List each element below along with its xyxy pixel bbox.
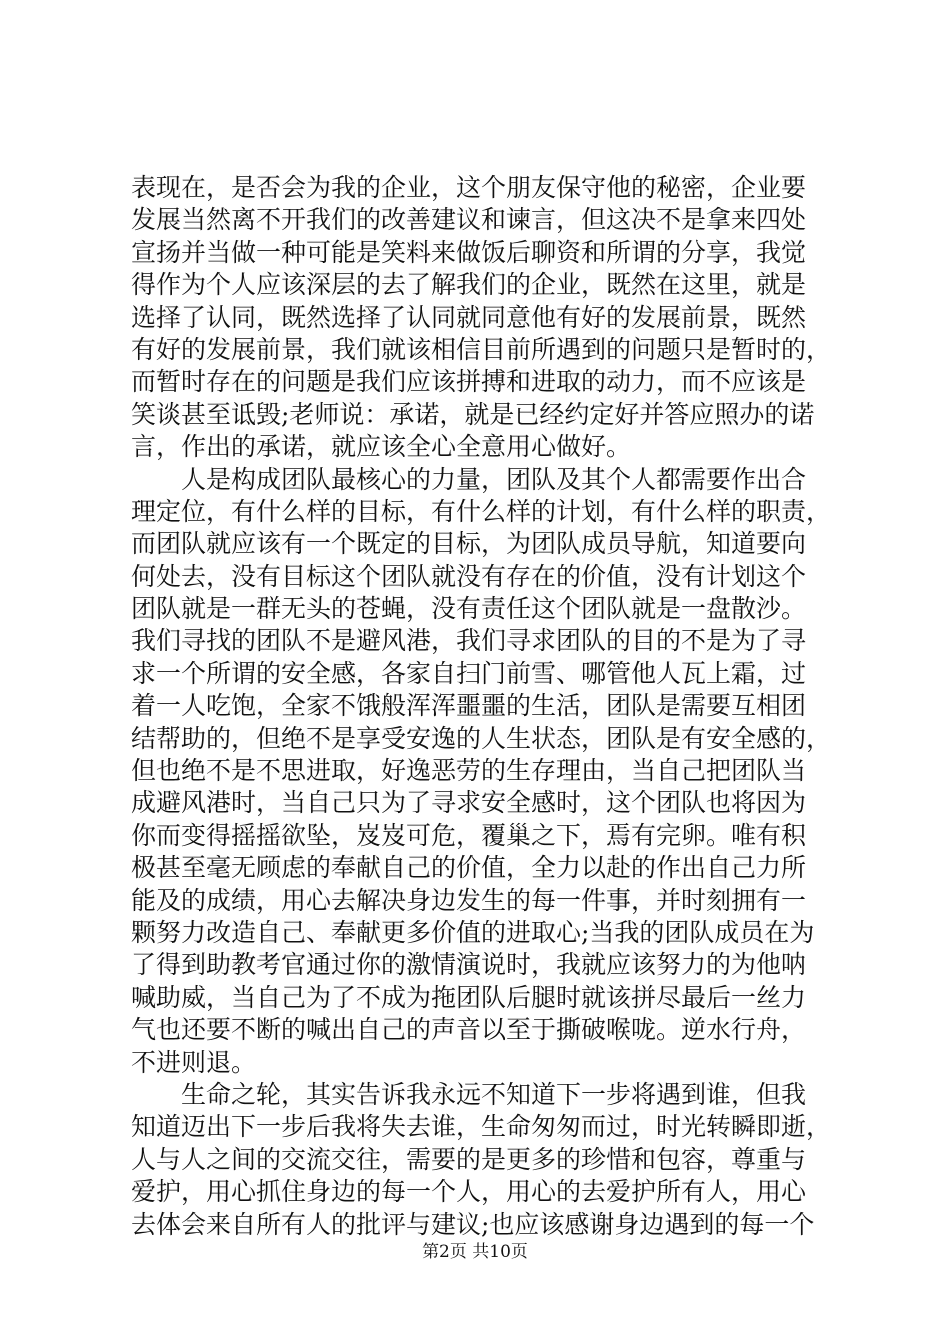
text-line: 得作为个人应该深层的去了解我们的企业，既然在这里，就是 — [131, 270, 807, 300]
text-line: 何处去，没有目标这个团队就没有存在的价值，没有计划这个 — [131, 561, 807, 591]
text-line: 理定位，有什么样的目标，有什么样的计划，有什么样的职责， — [131, 496, 832, 526]
text-line: 生命之轮，其实告诉我永远不知道下一步将遇到谁，但我 — [131, 1079, 807, 1109]
text-line: 我们寻找的团队不是避风港，我们寻求团队的目的不是为了寻 — [131, 626, 807, 656]
text-line: 着一人吃饱，全家不饿般浑浑噩噩的生活，团队是需要互相团 — [131, 691, 807, 721]
body-text — [131, 172, 831, 1241]
text-line: 笑谈甚至诋毁;老师说：承诺，就是已经约定好并答应照办的诺 — [131, 399, 815, 429]
text-line: 知道迈出下一步后我将失去谁，生命匆匆而过，时光转瞬即逝， — [131, 1112, 832, 1142]
text-line: 气也还要不断的喊出自己的声音以至于撕破喉咙。逆水行舟， — [131, 1015, 807, 1045]
text-line: 人与人之间的交流交往，需要的是更多的珍惜和包容，尊重与 — [131, 1144, 807, 1174]
text-line: 能及的成绩，用心去解决身边发生的每一件事，并时刻拥有一 — [131, 885, 807, 915]
text-line: 了得到助教考官通过你的激情演说时，我就应该努力的为他呐 — [131, 950, 807, 980]
page-number-footer: 第2页 共10页 — [422, 1242, 528, 1262]
text-line: 宣扬并当做一种可能是笑料来做饭后聊资和所谓的分享，我觉 — [131, 237, 807, 267]
text-line: 表现在，是否会为我的企业，这个朋友保守他的秘密，企业要 — [131, 173, 807, 202]
text-line: 喊助威，当自己为了不成为拖团队后腿时就该拼尽最后一丝力 — [131, 982, 807, 1012]
text-line: 言，作出的承诺，就应该全心全意用心做好。 — [131, 432, 632, 462]
text-line: 有好的发展前景，我们就该相信目前所遇到的问题只是暂时的， — [131, 334, 832, 364]
text-line: 团队就是一群无头的苍蝇，没有责任这个团队就是一盘散沙。 — [131, 594, 807, 624]
text-line: 发展当然离不开我们的改善建议和谏言，但这决不是拿来四处 — [131, 205, 807, 235]
text-line: 你而变得摇摇欲坠，岌岌可危，覆巢之下，焉有完卵。唯有积 — [131, 820, 807, 850]
text-line: 而团队就应该有一个既定的目标，为团队成员导航，知道要向 — [131, 529, 807, 559]
text-line: 人是构成团队最核心的力量，团队及其个人都需要作出合 — [131, 464, 807, 494]
text-line: 求一个所谓的安全感，各家自扫门前雪、哪管他人瓦上霜，过 — [131, 658, 807, 688]
text-line: 选择了认同，既然选择了认同就同意他有好的发展前景，既然 — [131, 302, 807, 332]
text-line: 极甚至毫无顾虑的奉献自己的价值，全力以赴的作出自己力所 — [131, 853, 807, 883]
text-line: 成避风港时，当自己只为了寻求安全感时，这个团队也将因为 — [131, 788, 807, 818]
text-line: 去体会来自所有人的批评与建议;也应该感谢身边遇到的每一个 — [131, 1209, 815, 1239]
text-line: 颗努力改造自己、奉献更多价值的进取心;当我的团队成员在为 — [131, 917, 815, 947]
text-line: 而暂时存在的问题是我们应该拼搏和进取的动力，而不应该是 — [131, 367, 807, 397]
text-line: 不进则退。 — [131, 1047, 257, 1077]
text-line: 但也绝不是不思进取，好逸恶劳的生存理由，当自己把团队当 — [131, 756, 807, 786]
text-line: 爱护，用心抓住身边的每一个人，用心的去爱护所有人，用心 — [131, 1177, 807, 1207]
text-line: 结帮助的，但绝不是享受安逸的人生状态，团队是有安全感的， — [131, 723, 832, 753]
